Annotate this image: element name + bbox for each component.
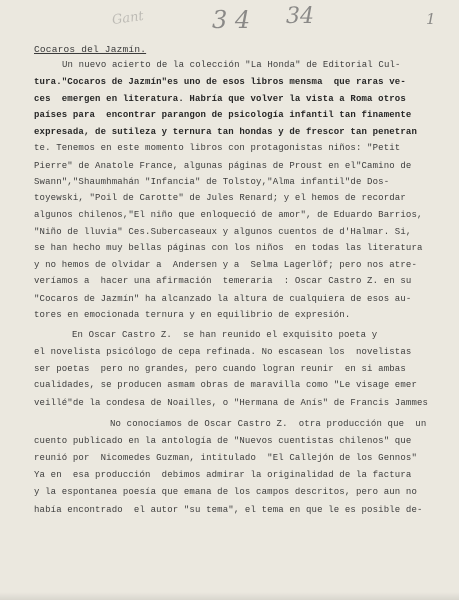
text-line: ser poetas pero no grandes, pero cuando logran reunir en si ambas bbox=[34, 364, 406, 374]
handwritten-faint-note: Gant bbox=[111, 8, 145, 29]
text-line: Un nuevo acierto de la colección "La Honda" de Editorial Cul- bbox=[62, 60, 401, 70]
text-line: veillé"de la condesa de Noailles, o "Hermana de Anís" de Francis Jammes bbox=[34, 398, 429, 408]
text-line: No conocíamos de Oscar Castro Z. otra producción que un bbox=[110, 419, 427, 429]
document-title: Cocaros del Jazmín. bbox=[34, 44, 147, 55]
text-line: se han hecho muy bellas páginas con los niños en todas las literatura bbox=[34, 243, 423, 253]
text-line: Ya en esa producción debimos admirar la originalidad de la factura bbox=[34, 470, 412, 480]
text-line: tura."Cocaros de Jazmín"es uno de esos libros mensma que raras ve- bbox=[34, 77, 406, 87]
text-line: "Niño de lluvia" Ces.Subercaseaux y algunos cuentos de d'Halmar. Si, bbox=[34, 227, 412, 237]
handwritten-corner-mark: 1 bbox=[426, 10, 436, 28]
text-line: ces emergen en literatura. Habría que volver la vista a Roma otros bbox=[34, 94, 406, 104]
handwritten-number-b: 34 bbox=[286, 4, 314, 29]
text-line: cuento publicado en la antología de "Nuevos cuentistas chilenos" que bbox=[34, 436, 412, 446]
text-line: En Oscar Castro Z. se han reunido el exquisito poeta y bbox=[72, 330, 378, 340]
text-line: algunos chilenos,"El niño que enloqueció de amor", de Eduardo Barrios, bbox=[34, 210, 423, 220]
text-line: Pierre" de Anatole France, algunas páginas de Proust en el"Camino de bbox=[34, 161, 412, 171]
text-line: y no hemos de olvidar a Andersen y a Selma Lagerlöf; pero nos atre- bbox=[34, 260, 418, 270]
text-line: "Cocaros de Jazmín" ha alcanzado la altura de cualquiera de esos au- bbox=[34, 294, 412, 304]
text-line: y la espontanea poesía que emana de los campos descritos, pero aun no bbox=[34, 487, 418, 497]
text-line: Swann","Shaumhmahán "Infancia" de Tolstoy,"Alma infantil"de Dos- bbox=[34, 177, 390, 187]
text-line: veríamos a hacer una afirmación temeraria : Oscar Castro Z. en su bbox=[34, 276, 412, 286]
text-line: reunió por Nicomedes Guzman, intitulado "El Callejón de los Gennos" bbox=[34, 453, 418, 463]
text-line: tores en emocionada ternura y en equilibrio de expresión. bbox=[34, 310, 351, 320]
handwritten-number-a: 3 4 bbox=[212, 6, 251, 34]
text-line: cualidades, se producen asmam obras de maravilla como "Le visage emer bbox=[34, 380, 418, 390]
text-line: toyewski, "Poil de Carotte" de Jules Renard; y el hemos de recordar bbox=[34, 193, 406, 203]
text-line: había encontrado el autor "su tema", el tema en que le es posible de- bbox=[34, 505, 423, 515]
text-line: te. Tenemos en este momento libros con protagonistas niños: "Petit bbox=[34, 143, 401, 153]
text-line: países para encontrar parangon de psicología infantil tan finamente bbox=[34, 110, 412, 120]
text-line: el novelista psicólogo de cepa refinada. No escasean los novelistas bbox=[34, 347, 412, 357]
page-edge-shadow bbox=[0, 592, 459, 600]
text-line: expresada, de sutileza y ternura tan hondas y de frescor tan penetran bbox=[34, 127, 418, 137]
